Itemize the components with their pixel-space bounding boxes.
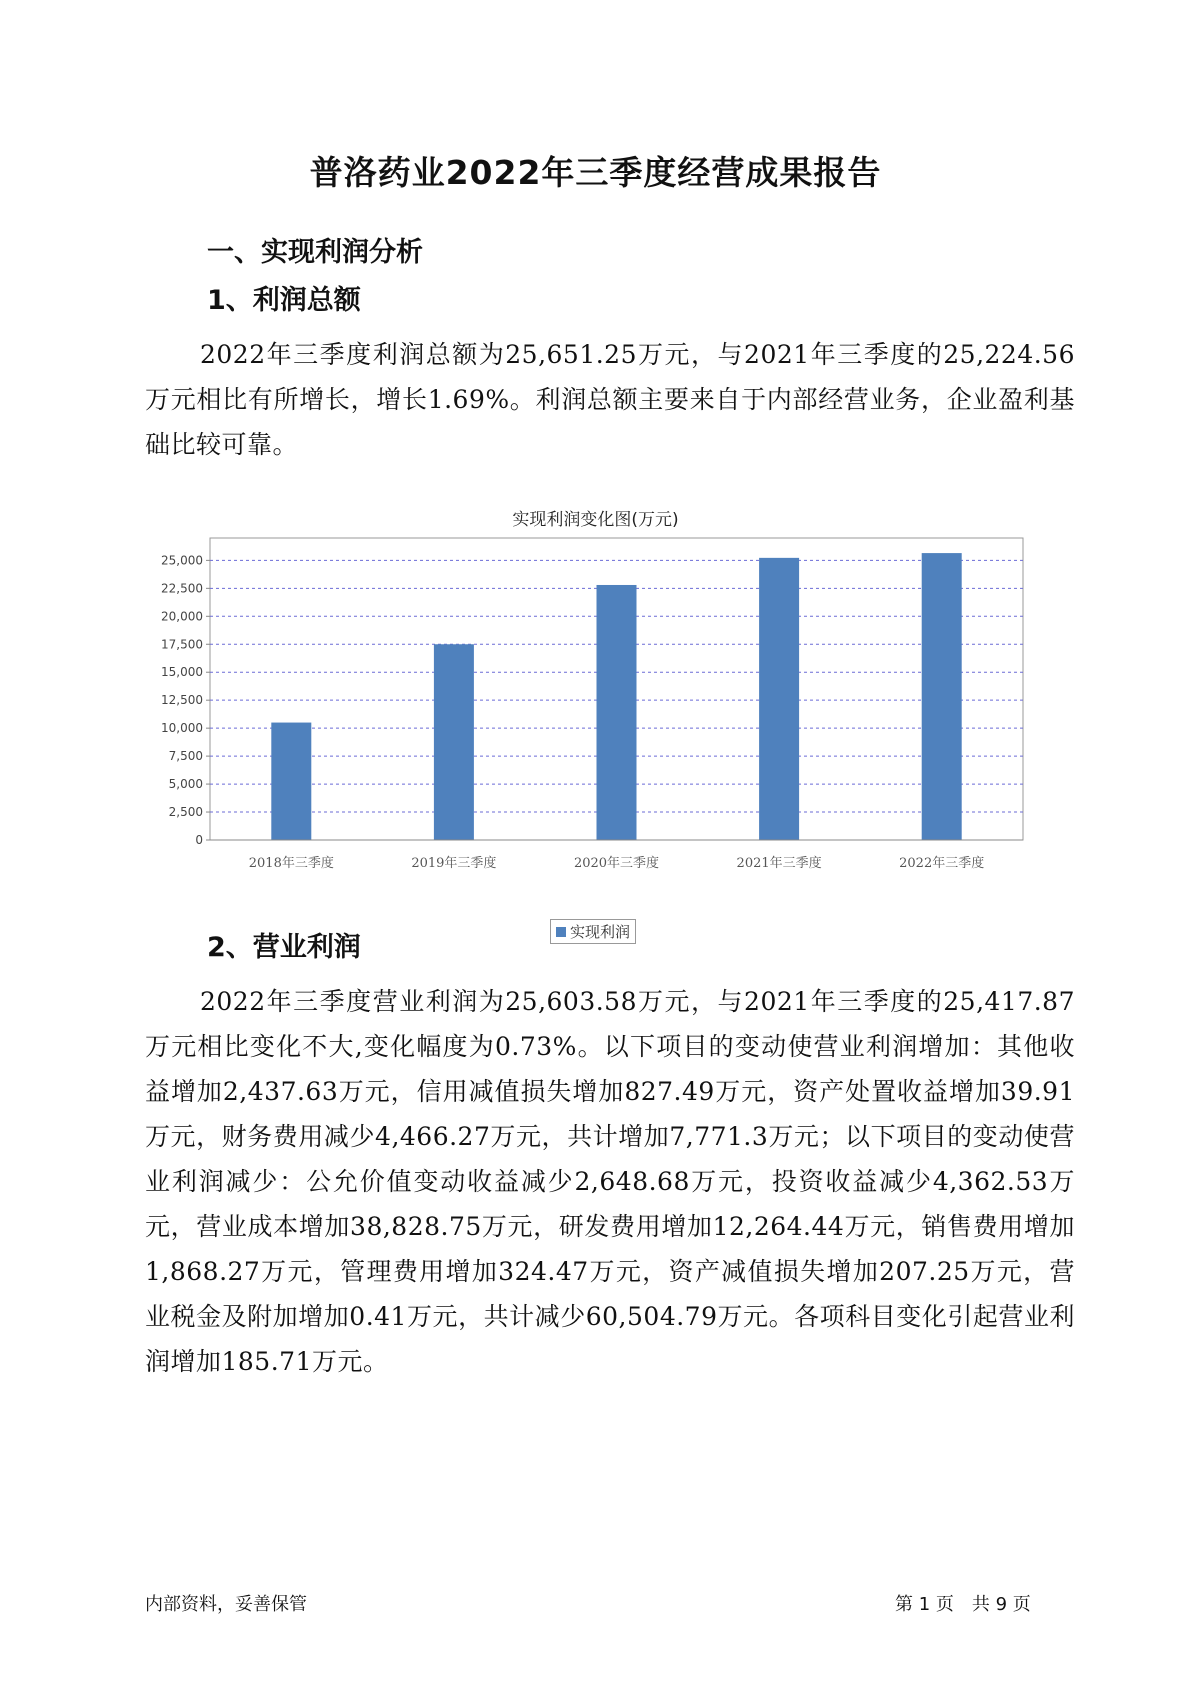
bar: [597, 585, 637, 840]
x-tick-label: 2021年三季度: [736, 856, 822, 871]
y-tick-label: 15,000: [161, 665, 203, 680]
legend-swatch: [556, 927, 566, 937]
subsection-heading-total-profit: 1、利润总额: [207, 285, 361, 316]
chart-legend: [550, 919, 636, 944]
bar: [922, 553, 962, 840]
footer-confidential-note: 内部资料，妥善保管: [145, 1594, 307, 1615]
footer-page-number: 第 1 页 共 9 页: [895, 1594, 1031, 1615]
y-tick-label: 17,500: [161, 637, 203, 652]
y-tick-label: 12,500: [161, 693, 203, 708]
y-tick-label: 5,000: [168, 777, 203, 792]
x-tick-label: 2019年三季度: [411, 856, 497, 871]
y-tick-label: 20,000: [161, 609, 203, 624]
subsection-heading-operating-profit: 2、营业利润: [207, 932, 361, 963]
bar: [271, 723, 311, 840]
bar: [759, 558, 799, 840]
section-heading: 一、实现利润分析: [207, 237, 423, 268]
y-tick-label: 0: [195, 833, 203, 847]
y-tick-label: 7,500: [168, 749, 203, 764]
total-profit-paragraph: 2022年三季度利润总额为25,651.25万元，与2021年三季度的25,224.56万元相比有所增长，增长1.69%。利润总额主要来自于内部经营业务，企业盈利基础比较可靠。: [145, 340, 1075, 459]
legend-label: 实现利润: [570, 923, 631, 941]
x-tick-label: 2018年三季度: [248, 856, 334, 871]
document-title: 普洛药业2022年三季度经营成果报告: [309, 153, 882, 192]
y-tick-label: 22,500: [161, 581, 203, 596]
y-tick-label: 25,000: [161, 553, 203, 568]
x-tick-label: 2020年三季度: [573, 856, 660, 871]
x-tick-label: 2022年三季度: [899, 856, 985, 871]
profit-bar-chart: [150, 530, 1042, 920]
y-tick-label: 2,500: [168, 805, 203, 820]
bar: [434, 644, 474, 840]
chart-title: 实现利润变化图(万元): [512, 510, 679, 530]
y-tick-label: 10,000: [161, 721, 203, 736]
operating-profit-paragraph: 2022年三季度营业利润为25,603.58万元，与2021年三季度的25,417.87万元相比变化不大,变化幅度为0.73%。以下项目的变动使营业利润增加：其他收益增加2,437.63万元，信用减值损失增加827.49万元，资产处置收益增加39.91万元，财务费用减少4,466.27万元，共计增加7,771.3万元；以下项目的变动使营业利润减少：公允价值变动收益减少2,648.68万元，投资收益减少4,362.53万元，营业成本增加38,828.75万元，研发费用增加12,264.44万元，销售费用增加1,868.27万元，管理费用增加324.47万元，资产减值损失增加207.25万元，营业税金及附加增加0.41万元，共计减少60,504.79万元。各项科目变化引起营业利润增加185.71万元。: [145, 987, 1075, 1376]
